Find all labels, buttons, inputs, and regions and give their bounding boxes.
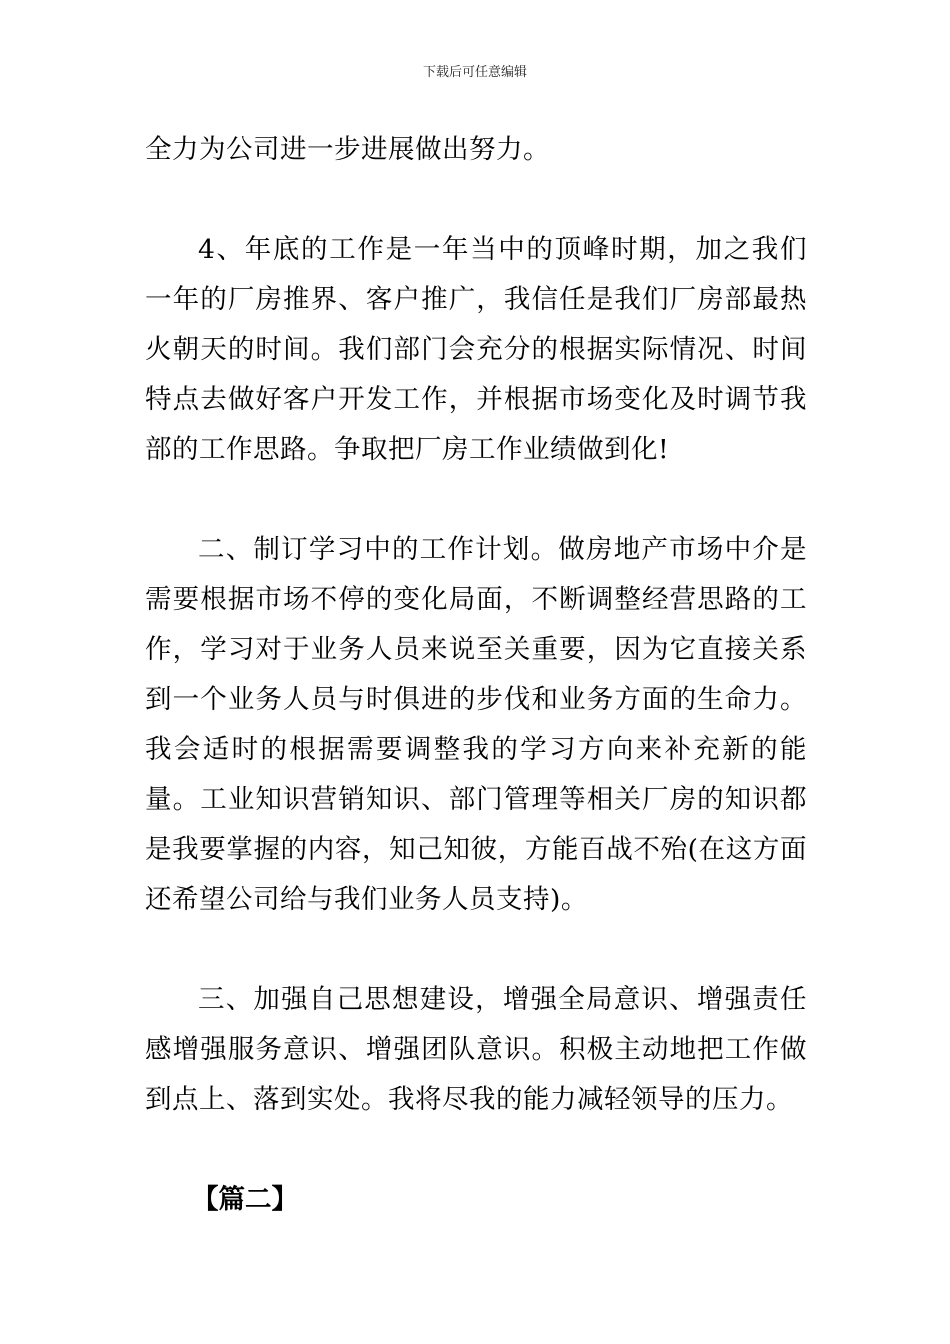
paragraph-section-3: 三、加强自己思想建设，增强全局意识、增强责任感增强服务意识、增强团队意识。积极主动地把工作做到点上、落到实处。我将尽我的能力减轻领导的压力。 bbox=[145, 984, 807, 1115]
paragraph-item-4: 4、年底的工作是一年当中的顶峰时期，加之我们一年的厂房推界、客户推广，我信任是我们厂房部最热火朝天的时间。我们部门会充分的根据实际情况、时间特点去做好客户开发工作，并根据市场变化及时调节我部的工作思路。争取把厂房工作业绩做到化! bbox=[145, 234, 807, 465]
paragraph-continuation: 全力为公司进一步进展做出努力。 bbox=[145, 134, 550, 165]
paragraph-section-2: 二、制订学习中的工作计划。做房地产市场中介是需要根据市场不停的变化局面，不断调整经营思路的工作，学习对于业务人员来说至关重要，因为它直接关系到一个业务人员与时俱进的步伐和业务方面的生命力。我会适时的根据需要调整我的学习方向来补充新的能量。工业知识营销知识、部门管理等相关厂房的知识都是我要掌握的内容，知己知彼，方能百战不殆(在这方面还希望公司给与我们业务人员支持)。 bbox=[145, 534, 807, 915]
section-heading: 【篇二】 bbox=[192, 1184, 298, 1215]
page-header: 下载后可任意编辑 bbox=[422, 65, 527, 80]
document-body bbox=[145, 125, 807, 1225]
